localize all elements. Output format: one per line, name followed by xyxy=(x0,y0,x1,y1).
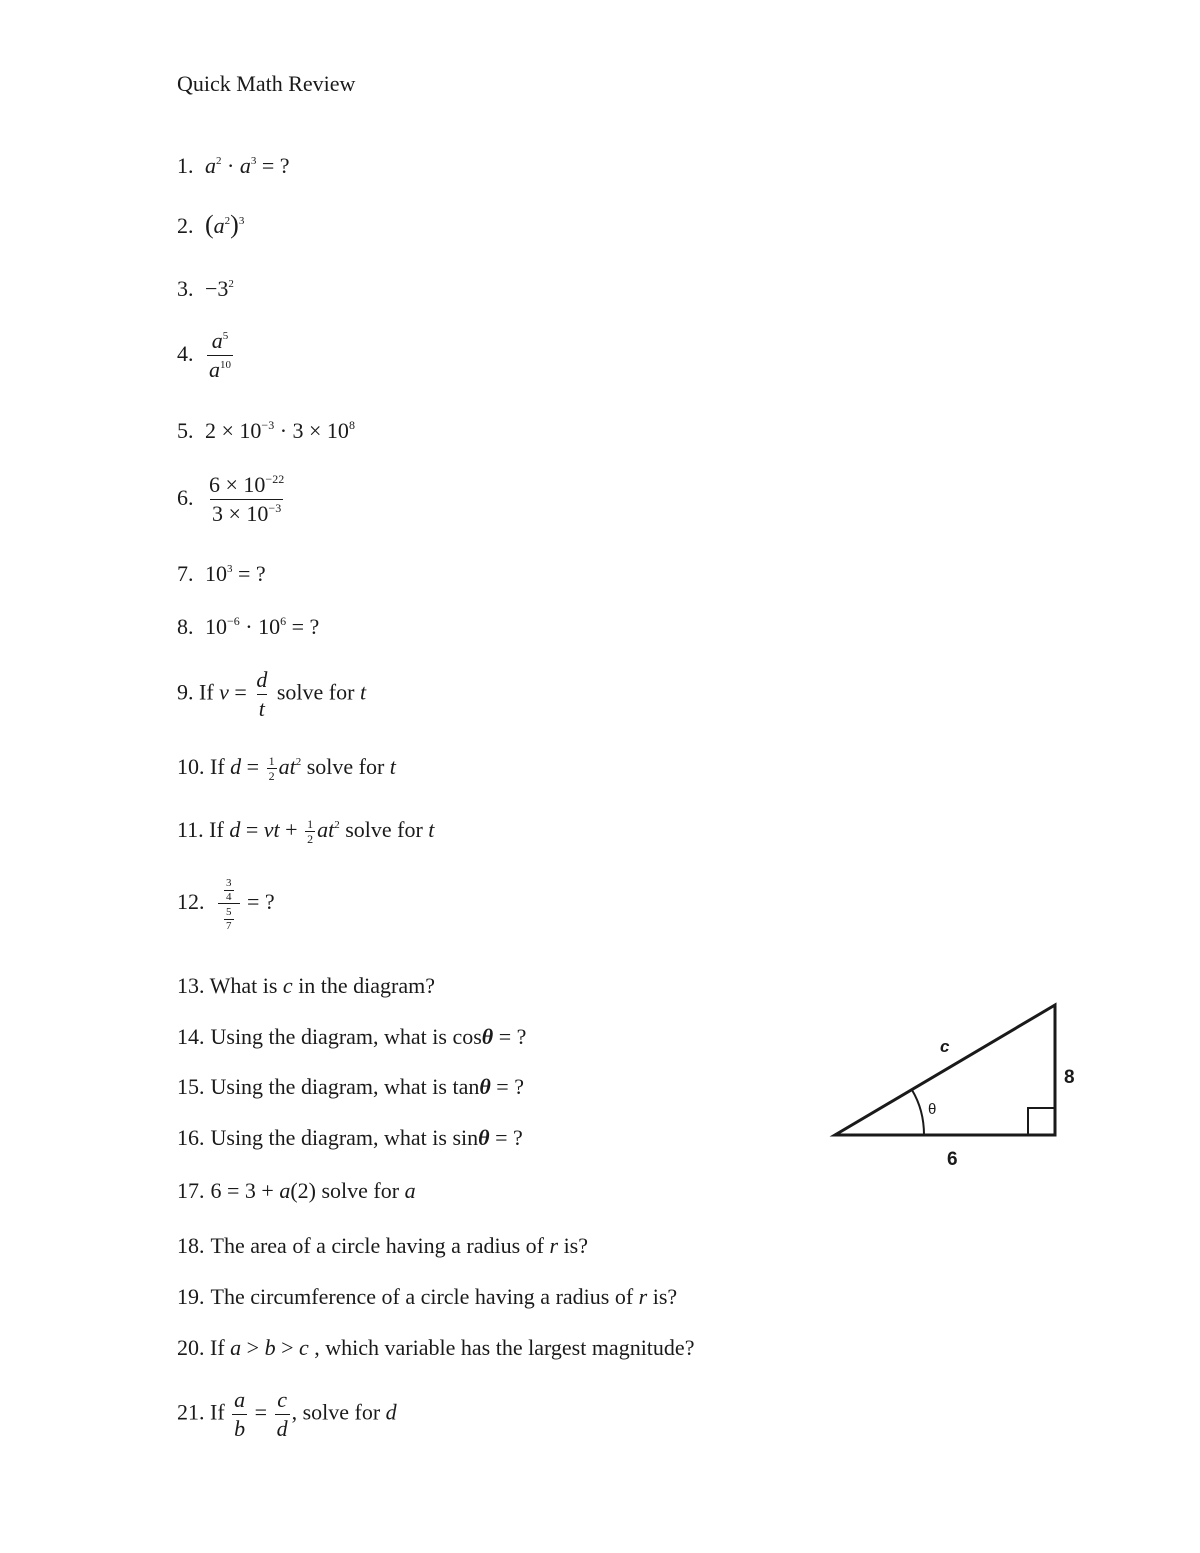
page-title: Quick Math Review xyxy=(177,71,356,96)
question-15: 15. Using the diagram, what is tanθ = ? xyxy=(177,1074,524,1099)
angle-label: θ xyxy=(928,1101,937,1118)
complex-fraction: $\frac{\frac{3}{4}}{\frac{5}{7}}$ xyxy=(218,876,240,932)
question-16: 16. Using the diagram, what is sinθ = ? xyxy=(177,1125,523,1150)
question-18: 18. The area of a circle having a radius of r is? xyxy=(177,1233,589,1258)
fraction: $\frac{a^5}{a^{10}}$ xyxy=(209,328,231,382)
triangle-outline xyxy=(835,1005,1055,1135)
question-11: 11. If d = vt + $\frac{1}{2}$ $at^2$ solve for t xyxy=(177,817,435,847)
question-13: 13. What is c in the diagram? xyxy=(177,973,436,998)
question-9: 9. If v = $\frac{d}{t}$ solve for t xyxy=(177,667,367,721)
base-label: 6 xyxy=(947,1149,958,1170)
fraction: $\frac{d}{t}$ xyxy=(256,667,268,721)
hypotenuse-label: c xyxy=(940,1037,950,1056)
question-14: 14. Using the diagram, what is cosθ = ? xyxy=(177,1024,527,1049)
question-3: 3. $-3^2$ xyxy=(177,276,234,301)
right-angle-marker xyxy=(1028,1108,1055,1135)
right-triangle-diagram xyxy=(820,990,1100,1180)
question-2: 2. $(a^2)^3$ xyxy=(177,210,245,239)
question-20: 20. If a > b > c , which variable has the largest magnitude? xyxy=(177,1335,695,1360)
question-19: 19. The circumference of a circle having a radius of r is? xyxy=(177,1284,678,1309)
question-10: 10. If d = $\frac{1}{2}$ $at^2$ solve for t xyxy=(177,754,396,784)
angle-arc xyxy=(912,1090,924,1135)
question-7: 7. $10^3$ = ? xyxy=(177,561,266,586)
question-1: 1. $a^2 \cdot a^3$ = ? xyxy=(177,153,290,178)
question-8: 8. $10^{-6} \cdot 10^6$ = ? xyxy=(177,614,320,639)
fraction: $\frac{c}{d}$ xyxy=(276,1387,288,1441)
question-5: 5. $2 \times 10^{-3} \cdot 3 \times 10^8$ xyxy=(177,418,355,443)
fraction: $\frac{a}{b}$ xyxy=(234,1387,246,1441)
fraction: $\frac{6 \times 10^{-22}}{3 \times 10^{-3}}$ xyxy=(209,472,285,526)
question-17: 17. 6 = 3 + a(2) solve for a xyxy=(177,1178,416,1203)
question-12: 12. $\frac{\frac{3}{4}}{\frac{5}{7}}$ = ? xyxy=(177,877,275,932)
fraction: $\frac{1}{2}$ xyxy=(268,754,275,784)
height-label: 8 xyxy=(1064,1067,1075,1088)
question-21: 21. If $\frac{a}{b}$ = $\frac{c}{d}$ , solve for d xyxy=(177,1387,397,1441)
question-4: 4. $\frac{a^5}{a^{10}}$ xyxy=(177,328,231,382)
fraction: $\frac{1}{2}$ xyxy=(307,817,314,847)
question-6: 6. $\frac{6 \times 10^{-22}}{3 \times 10^{-3}}$ xyxy=(177,472,285,526)
